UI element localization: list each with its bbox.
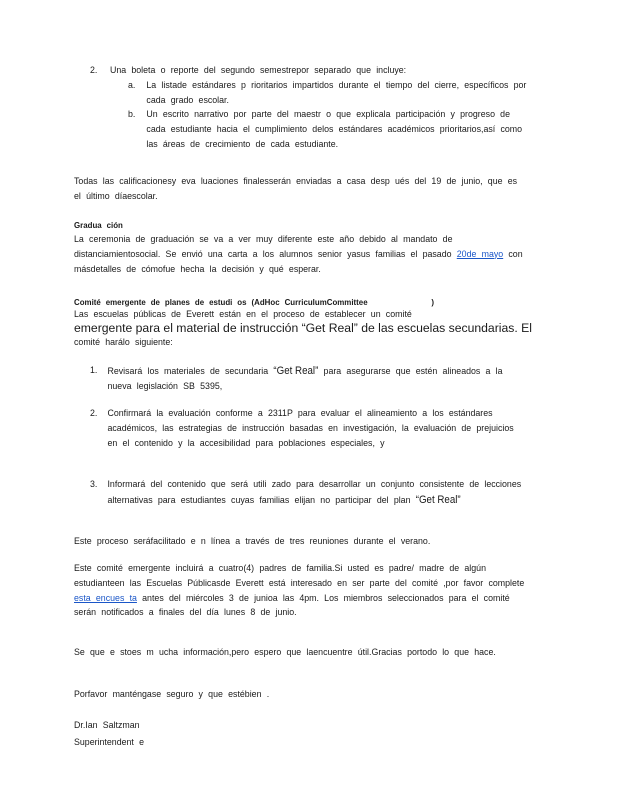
committee-item-2: [90, 407, 522, 451]
sub-item-text: Un escrito narrativo por parte del maestr o que explicala participación y progreso de cada estudiante hacia el cumplimiento delos estándares académicos prioritarios,así como las áreas de crecimiento de cada estudiante.: [146, 109, 523, 150]
graduation-date-link[interactable]: 20de mayo: [456, 248, 504, 260]
committee-heading-close: ): [431, 297, 435, 307]
get-real-label: “Get Real”: [273, 365, 319, 377]
committee-item-text: [107, 478, 522, 509]
committee-item-text-a: Informará del contenido que será utili zado para desarrollar un conjunto consistente de lecciones alternativas para estudiantes cuyas familias elijan no participar del plan: [107, 479, 522, 506]
committee-item-3: [90, 478, 522, 509]
list-item-2: [90, 64, 522, 79]
committee-item-text: [107, 364, 522, 395]
committee-item-text: Confirmará la evaluación conforme a 2311P para evaluar el alineamiento a los estándares académicos, las estrategias de instrucción basadas en investigación, la evaluación de prejuicios en el contenido y la accesibilidad para poblaciones especiales, y: [107, 408, 514, 449]
graduation-heading: Gradua ción: [74, 220, 123, 230]
committee-heading-english: AdHoc CurriculumCommittee: [254, 297, 368, 307]
sub-letter: a.: [128, 80, 136, 91]
sub-letter: b.: [128, 109, 136, 120]
parents-text-end: antes del miércoles 3 de junioa las 4pm. Los miembros seleccionados para el comité serán notificados a finales del día lunes 8 de junio.: [74, 592, 510, 619]
grades-paragraph: [74, 175, 527, 205]
sub-item-text: La listade estándares p rioritarios impartidos durante el tiempo del cierre, específicos por cada grado escolar.: [146, 80, 527, 106]
committee-intro-2: emergente para el material de instrucción “Get Real” de las escuelas secundarias. El: [74, 321, 532, 335]
committee-item-text-c: para asegurarse que estén alineados a la nueva legislación SB 5395,: [107, 366, 503, 392]
closing-paragraph: [74, 646, 506, 661]
list-number: 2.: [90, 408, 98, 419]
parents-paragraph: [74, 562, 527, 621]
committee-item-text-a: Revisará los materiales de secundaria: [107, 366, 269, 377]
signature-title: Superintendent e: [74, 737, 144, 748]
closing-text: Se que e stoes m ucha información,pero espero que laencuentre útil.Gracias portodo lo que hace.: [74, 647, 496, 658]
list-number: 2.: [90, 65, 98, 76]
committee-intro-3: comité harálo siguiente:: [74, 337, 173, 348]
committee-intro-1: Las escuelas públicas de Everett están en el proceso de establecer un comité: [74, 309, 412, 320]
process-paragraph: Este proceso seráfacilitado e n línea a través de tres reuniones durante el verano.: [74, 536, 431, 547]
list-number: 3.: [90, 479, 98, 490]
committee-item-1: [90, 364, 522, 395]
get-real-label: “Get Real”: [415, 493, 461, 506]
committee-heading-text: Comité emergente de planes de estudi os (: [74, 297, 255, 307]
graduation-text-end: con másdetalles de cómofue hecha la decisión y qué esperar.: [74, 248, 523, 275]
sub-item-b: [128, 108, 533, 152]
grades-text: Todas las calificacionesy eva luaciones finalesserán enviadas a casa desp ués del 19 de junio, que es el último díaescolar.: [74, 176, 518, 202]
list-item-text: Una boleta o reporte del segundo semestrepor separado que incluye:: [109, 65, 407, 76]
graduation-text: La ceremonia de graduación se va a ver muy diferente este año debido al mandato de distanciamientosocial. Se envió una carta a los alumnos senior yasus familias el pasado: [74, 234, 453, 260]
graduation-paragraph: [74, 233, 527, 277]
sub-item-a: [128, 79, 533, 109]
farewell-line: Porfavor manténgase seguro y que estébien .: [74, 689, 270, 700]
survey-link[interactable]: esta encues ta: [74, 592, 137, 604]
signature-name: Dr.Ian Saltzman: [74, 720, 140, 731]
list-number: 1.: [90, 365, 98, 376]
parents-text: Este comité emergente incluirá a cuatro(4) padres de familia.Si usted es padre/ madre de algún estudianteen las Escuelas Públicasde Everett está interesado en ser parte del comité ,por favor complete: [74, 563, 525, 589]
